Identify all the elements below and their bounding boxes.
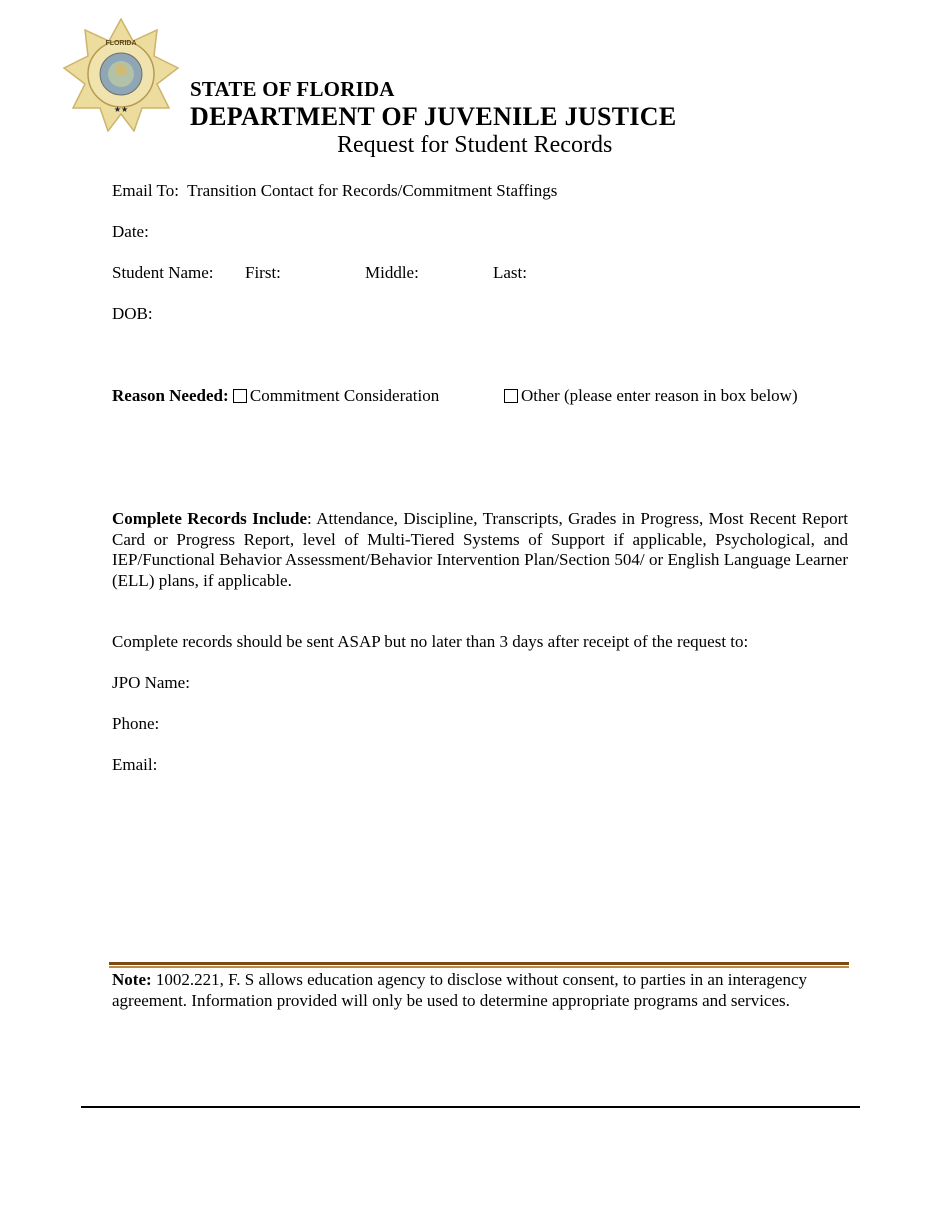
send-instructions: Complete records should be sent ASAP but no later than 3 days after receipt of the request to:: [112, 632, 749, 651]
department-heading: DEPARTMENT OF JUVENILE JUSTICE: [190, 102, 677, 131]
commitment-consideration-label: Commitment Consideration: [249, 386, 440, 405]
complete-records-paragraph: [112, 509, 848, 591]
dob-label: DOB:: [112, 304, 153, 323]
email-to-label: Email To:: [112, 181, 179, 200]
svg-text:★★: ★★: [113, 105, 129, 114]
phone-label: Phone:: [112, 714, 160, 733]
note-label: Note:: [112, 970, 152, 989]
note-divider-line: [109, 962, 849, 965]
note-divider-accent: [109, 966, 849, 968]
state-heading: STATE OF FLORIDA: [190, 77, 395, 101]
svg-text:FLORIDA: FLORIDA: [105, 40, 137, 47]
form-title: Request for Student Records: [337, 132, 613, 158]
email-to-row: [112, 181, 557, 201]
footer-divider: [81, 1106, 860, 1108]
jpo-name-label: JPO Name:: [112, 673, 190, 692]
student-name-label: Student Name:: [112, 263, 214, 282]
last-name-label: Last:: [493, 263, 527, 282]
reason-needed-label: Reason Needed:: [112, 386, 229, 405]
note-section: [112, 969, 852, 1011]
email-to-value: Transition Contact for Records/Commitment Staffings: [187, 181, 558, 200]
commitment-consideration-checkbox[interactable]: [233, 389, 247, 403]
email-label: Email:: [112, 755, 158, 774]
middle-name-label: Middle:: [365, 263, 419, 282]
department-seal-logo: [62, 18, 180, 132]
complete-records-text: : Attendance, Discipline, Transcripts, Grades in Progress, Most Recent Report Card or Progress Report, level of Multi-Tiered Systems of Support if applicable, Psychological, and IEP/Functional Behavior Assessment/Behavior Intervention Plan/Section 504/ or English Language Learner (ELL) plans, if applicable.: [112, 509, 848, 590]
first-name-label: First:: [245, 263, 281, 282]
date-label: Date:: [112, 222, 149, 241]
other-reason-label: Other (please enter reason in box below): [521, 386, 798, 405]
note-text: 1002.221, F. S allows education agency to disclose without consent, to parties in an interagency agreement. Information provided will only be used to determine appropriate programs and services.: [112, 970, 808, 1010]
complete-records-title: Complete Records Include: [112, 509, 308, 528]
other-reason-option: [504, 386, 798, 406]
reason-needed-row: [112, 386, 439, 406]
other-reason-checkbox[interactable]: [504, 389, 518, 403]
